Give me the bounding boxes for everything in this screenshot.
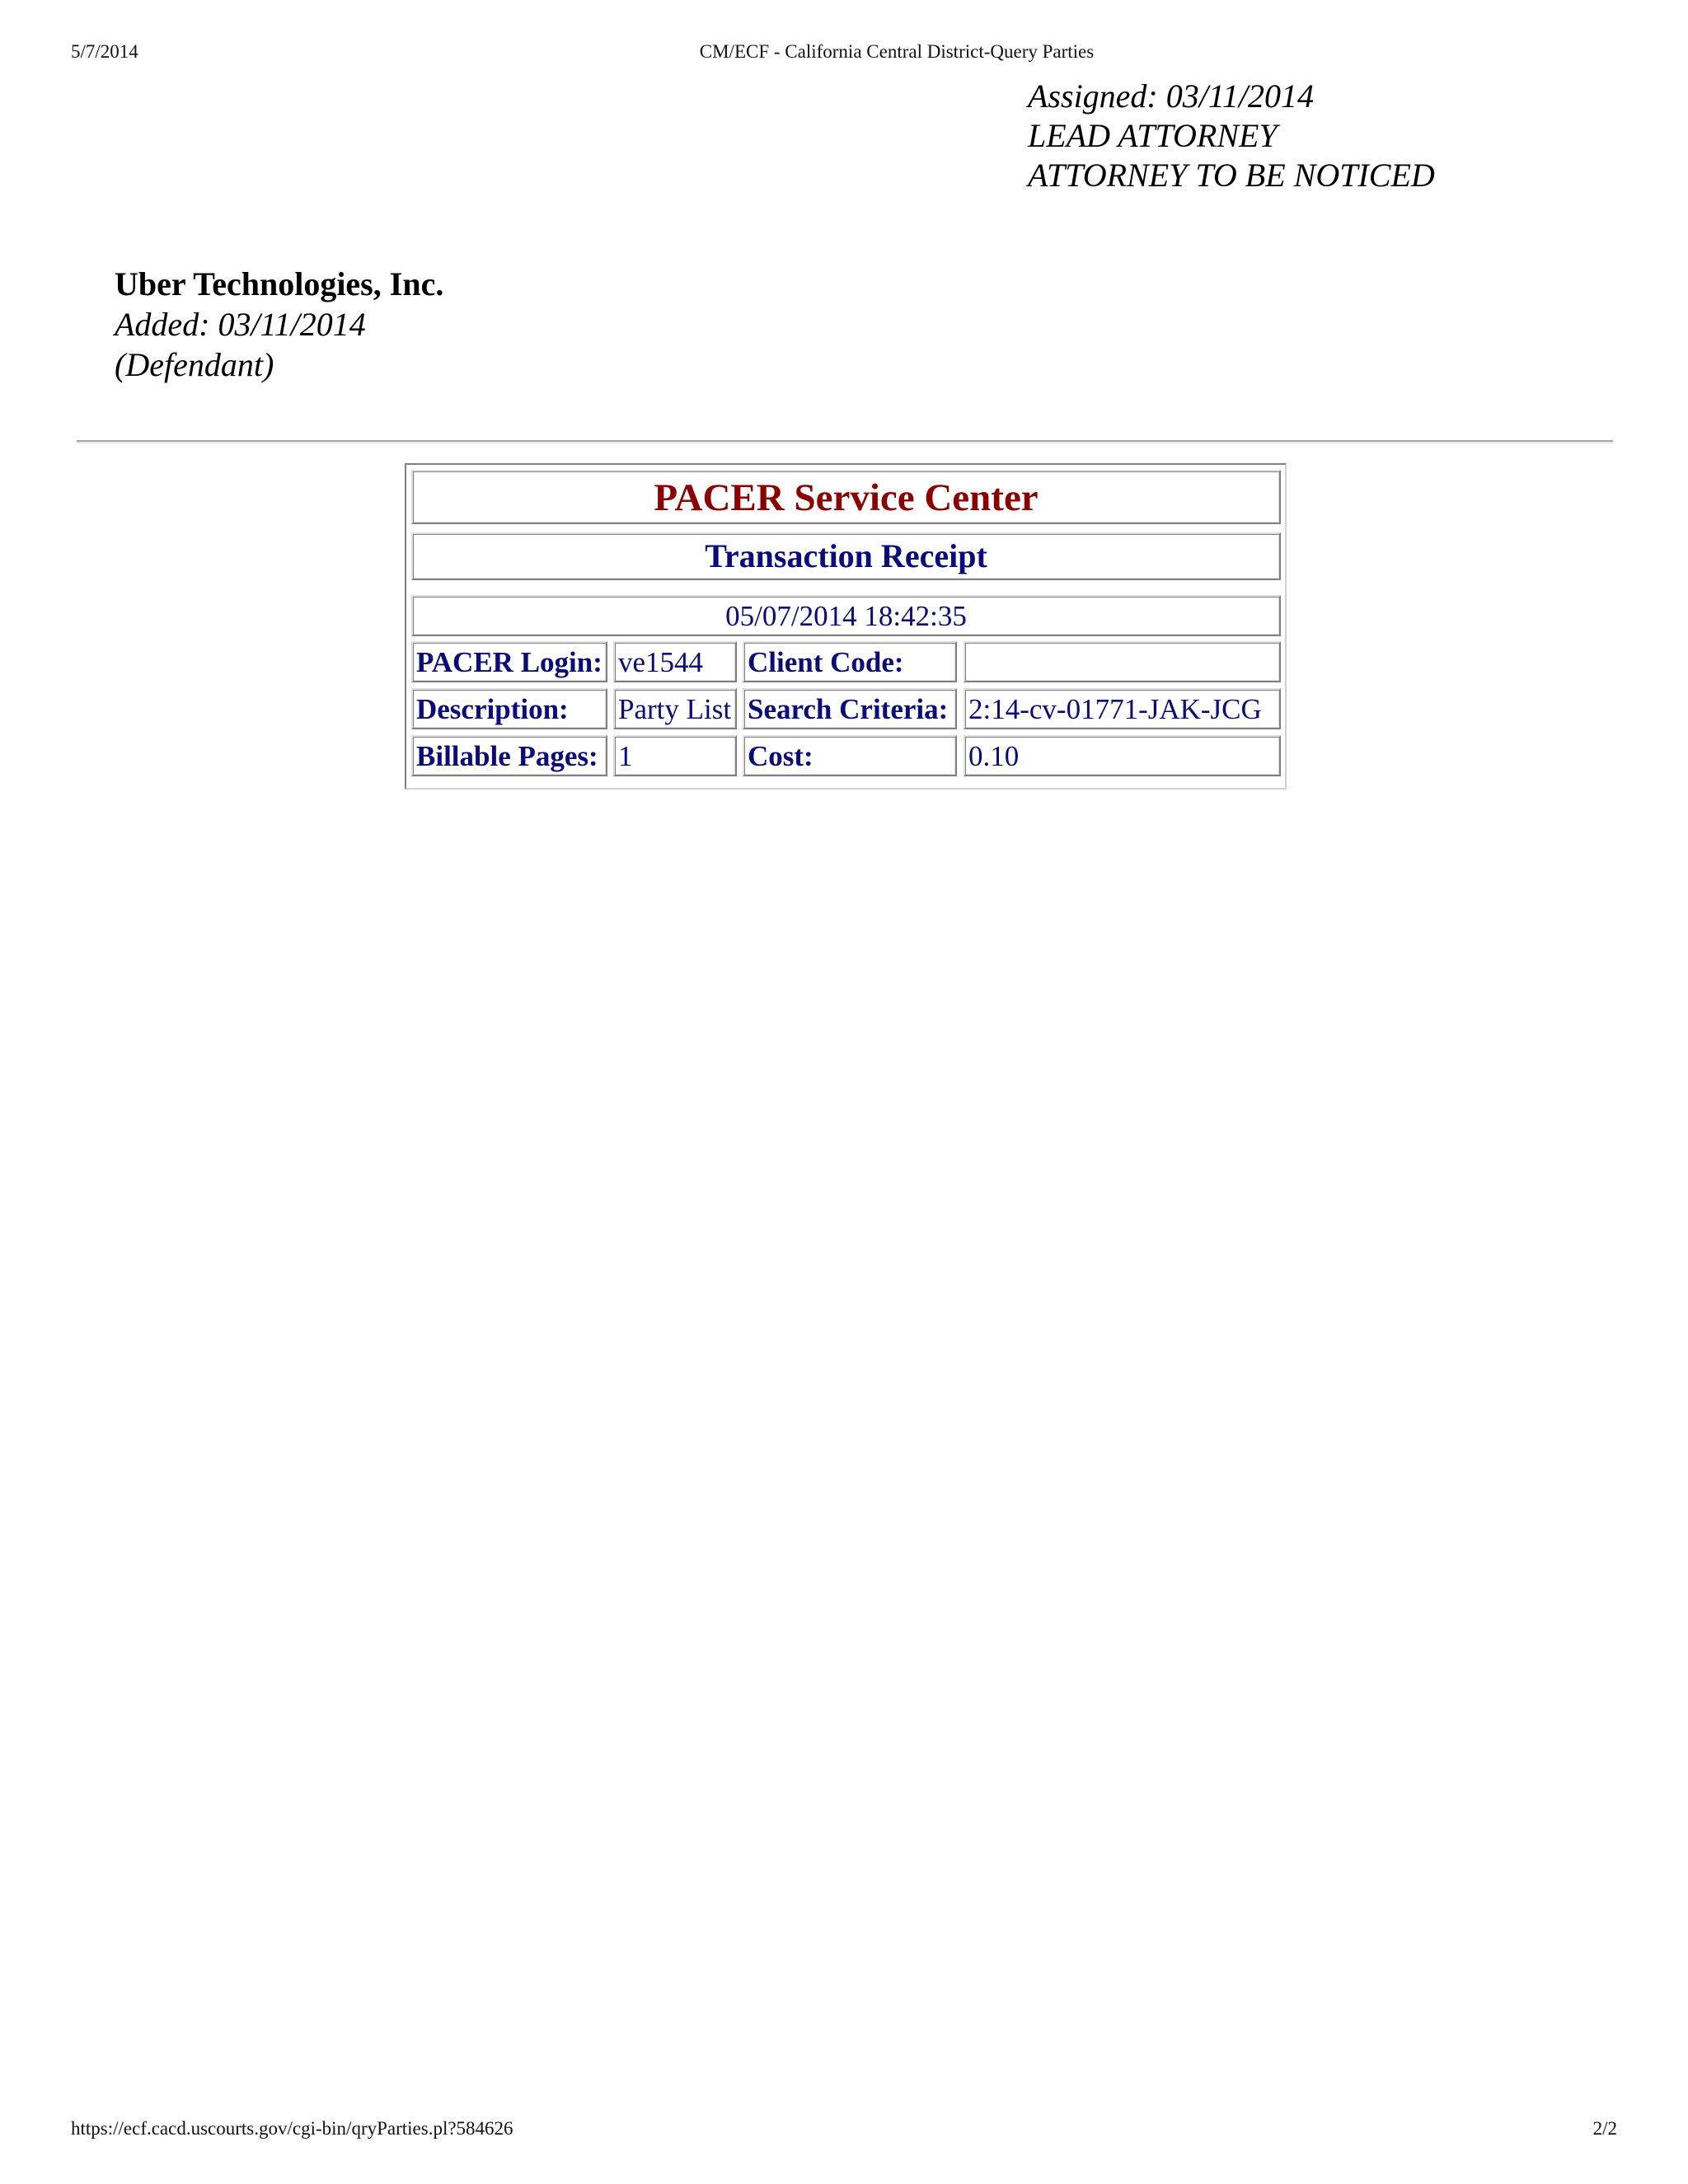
source-url: https://ecf.cacd.uscourts.gov/cgi-bin/qryParties.pl?584626	[71, 2118, 513, 2139]
print-page-title: CM/ECF - California Central District-Query Parties	[699, 41, 1095, 62]
attorney-details	[1028, 77, 1435, 195]
print-date: 5/7/2014	[71, 41, 138, 62]
receipt-billable-pages-label: Billable Pages:	[411, 735, 607, 776]
receipt-search-criteria-value: 2:14-cv-01771-JAK-JCG	[964, 688, 1281, 729]
horizontal-divider	[77, 440, 1613, 443]
transaction-receipt-table	[405, 463, 1287, 790]
page-number: 2/2	[1592, 2118, 1617, 2139]
receipt-description-label: Description:	[411, 688, 607, 729]
party-added-date: Added: 03/11/2014	[115, 306, 366, 343]
party-role: (Defendant)	[115, 346, 274, 383]
receipt-billable-pages-value: 1	[613, 735, 737, 776]
receipt-description-value: Party List	[613, 688, 737, 729]
receipt-cost-value: 0.10	[964, 735, 1281, 776]
attorney-lead-designation: LEAD ATTORNEY	[1028, 117, 1278, 154]
receipt-subtitle: Transaction Receipt	[411, 532, 1281, 580]
attorney-notice-designation: ATTORNEY TO BE NOTICED	[1028, 157, 1435, 194]
receipt-client-code-value	[964, 641, 1281, 682]
receipt-login-label: PACER Login:	[411, 641, 607, 682]
receipt-timestamp: 05/07/2014 18:42:35	[411, 595, 1281, 636]
attorney-assigned: Assigned: 03/11/2014	[1028, 77, 1315, 115]
receipt-title: PACER Service Center	[411, 470, 1281, 524]
party-name: Uber Technologies, Inc.	[115, 265, 444, 302]
receipt-login-value: ve1544	[613, 641, 737, 682]
receipt-search-criteria-label: Search Criteria:	[743, 688, 957, 729]
receipt-cost-label: Cost:	[743, 735, 957, 776]
receipt-client-code-label: Client Code:	[743, 641, 957, 682]
party-details	[115, 264, 443, 385]
